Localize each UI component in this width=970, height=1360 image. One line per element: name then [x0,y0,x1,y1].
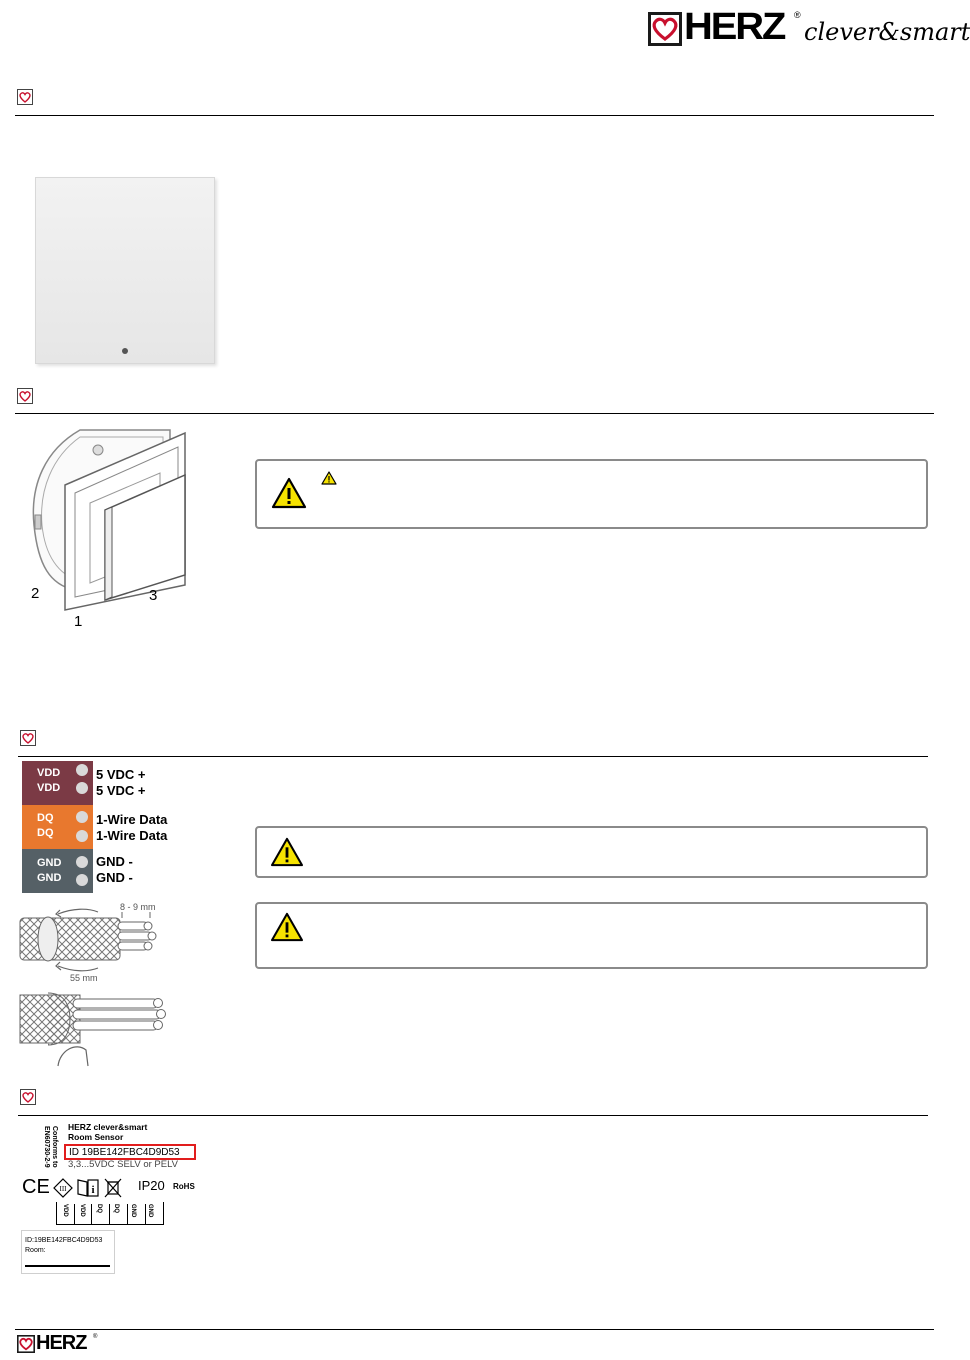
section-heart-icon [20,1089,36,1105]
footer-brand: HERZ [36,1332,87,1354]
label-pin-name: VDD [79,1204,85,1217]
warning-box [255,902,928,969]
terminal-code: VDD [37,767,61,779]
cable-finished-drawing [18,990,168,1068]
device-photo [35,177,215,364]
section-heart-icon [17,89,33,105]
terminal-code: GND [37,872,62,884]
warning-triangle-icon [271,477,307,509]
id-sticker [21,1230,115,1274]
warning-box [255,459,928,529]
section-divider [18,1115,928,1116]
herz-heart-logo-icon [648,12,682,46]
label-model: Room Sensor [68,1132,124,1142]
sticker-line [25,1265,110,1267]
label-pin-divider [127,1204,128,1224]
footer-registered: ® [93,1334,98,1340]
terminal-pin [76,874,88,886]
label-pin-name: VDD [62,1204,68,1217]
section-divider [18,756,928,757]
label-product: HERZ clever&smart [68,1122,148,1132]
device-led [122,348,128,354]
label-rohs: RoHS [173,1182,195,1191]
svg-text:i: i [91,1184,95,1196]
section-divider [15,413,934,414]
label-pin-divider [74,1204,75,1224]
label-conforms: Conforms to EN60730-2-9 [43,1126,58,1168]
terminal-label: 5 VDC + [96,783,146,798]
label-id-box [64,1144,196,1160]
label-ip: IP20 [138,1178,165,1193]
terminal-pin [76,782,88,794]
label-id: ID 19BE142FBC4D9D53 [69,1147,180,1158]
label-power: 3,3...5VDC SELV or PELV [68,1159,179,1170]
terminal-code: DQ [37,827,54,839]
terminal-label: 1-Wire Data [96,812,168,827]
section-heart-icon [17,388,33,404]
footer-logo [17,1334,137,1356]
terminal-code: GND [37,857,62,869]
assembly-label-1: 1 [74,613,83,630]
weee-bin-icon [104,1177,122,1199]
terminal-label: 1-Wire Data [96,828,168,843]
class-iii-icon [53,1178,73,1198]
header-logo [648,6,970,50]
cable-jacket-length: 55 mm [70,973,98,983]
label-pin-name: DQ [96,1204,102,1213]
terminal-code: VDD [37,782,61,794]
assembly-label-2: 2 [31,585,40,602]
terminal-code: DQ [37,812,54,824]
header-registered: ® [794,10,801,20]
cable-strip-drawing [18,900,168,980]
warning-small-icon [321,471,337,485]
terminal-label: GND - [96,870,133,885]
label-pin-name: DQ [113,1204,119,1213]
header-tagline: clever&smart [804,18,970,46]
section-divider [15,115,934,116]
herz-heart-logo-icon [17,1335,35,1353]
sticker-room: Room: [25,1247,46,1254]
warning-box [255,826,928,878]
cable-strip-length: 8 - 9 mm [120,902,156,912]
terminal-label: GND - [96,854,133,869]
assembly-drawing [20,425,220,610]
label-pin-divider [109,1204,110,1224]
warning-triangle-icon [270,837,304,867]
warning-triangle-icon [270,912,304,942]
label-ce: CE [22,1176,50,1198]
svg-text:III: III [59,1185,67,1193]
section-heart-icon [20,730,36,746]
terminal-pin [76,856,88,868]
sticker-id: ID:19BE142FBC4D9D53 [25,1237,103,1244]
label-pin-divider [91,1204,92,1224]
terminal-label: 5 VDC + [96,767,146,782]
manual-info-icon [77,1177,99,1197]
terminal-pin [76,764,88,776]
assembly-label-3: 3 [149,587,158,604]
footer-divider [15,1329,934,1330]
terminal-pin [76,830,88,842]
terminal-pin [76,811,88,823]
label-pin-divider [145,1204,146,1224]
label-pin-name: GND [147,1204,153,1218]
label-pin-name: GND [130,1204,136,1218]
product-label [20,1120,220,1230]
header-brand: HERZ [684,6,785,48]
